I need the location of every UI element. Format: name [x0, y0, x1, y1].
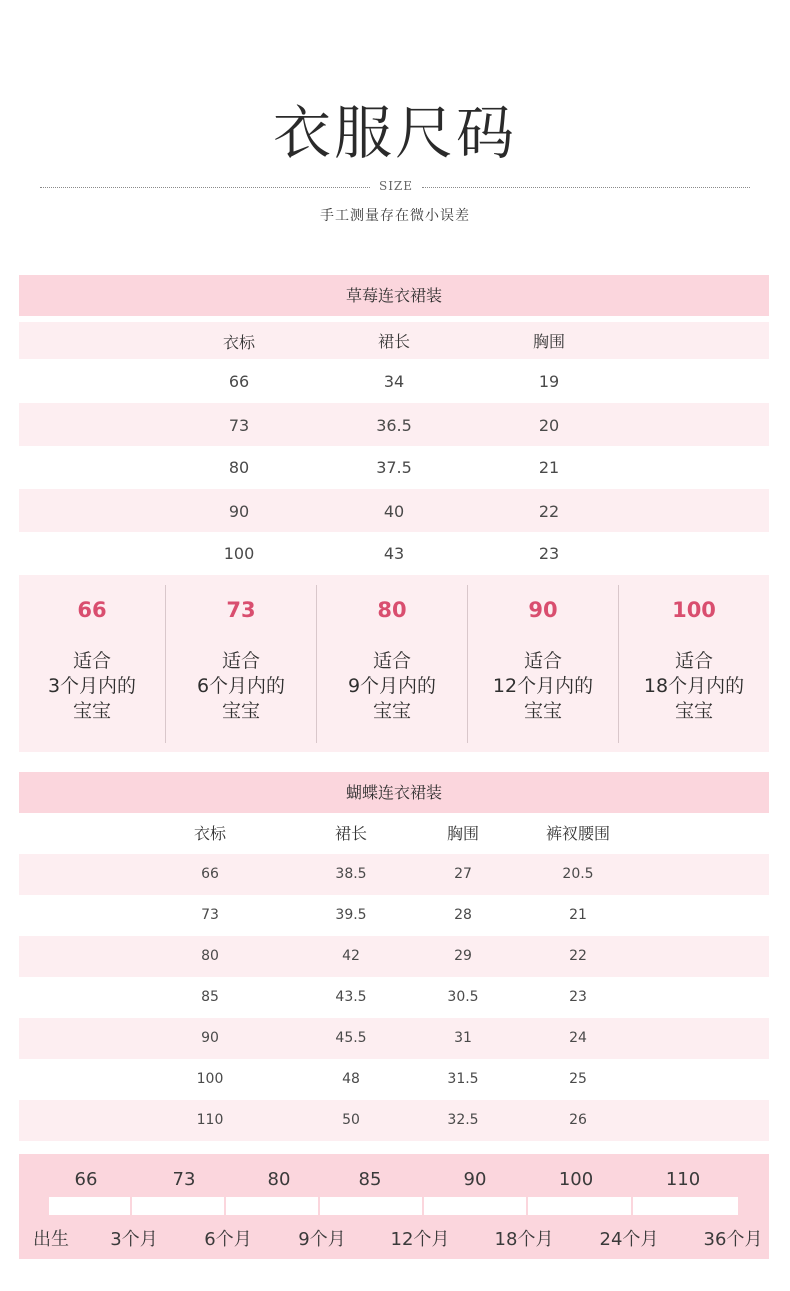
size-card-desc: [317, 649, 467, 724]
table-cell: 28: [454, 907, 472, 923]
size-card-line: 适合: [221, 650, 260, 672]
table2-title: 蝴蝶连衣裙装: [19, 772, 769, 813]
subtitle: 手工测量存在微小误差: [320, 208, 470, 224]
table1-header-cell: 裙长: [377, 332, 410, 351]
table-cell: 40: [383, 502, 405, 521]
table1-header-row: [19, 322, 769, 359]
table-cell: 80: [228, 458, 250, 477]
table-cell: 73: [201, 907, 219, 923]
divider-right: [422, 187, 750, 188]
age-size-timeline: [19, 1154, 769, 1259]
size-card-desc: [468, 649, 618, 724]
timeline-segment: [424, 1197, 526, 1215]
table-cell: 26: [569, 1112, 587, 1128]
table1-header-cell: 衣标: [222, 333, 255, 352]
table-cell: 20.5: [562, 866, 594, 882]
size-card-line: 适合: [674, 650, 713, 672]
table-cell: 45.5: [335, 1030, 367, 1046]
table2-header-cell: 裤衩腰围: [545, 824, 610, 843]
size-age-cards: [19, 575, 769, 752]
table-cell: 38.5: [335, 866, 367, 882]
table-cell: 23: [569, 989, 587, 1005]
timeline-size-label: 90: [463, 1169, 487, 1190]
table1-header-cell: 胸围: [532, 332, 565, 351]
table-cell: 24: [569, 1030, 587, 1046]
timeline-age-label: 9个月: [298, 1229, 346, 1250]
table-cell: 21: [569, 907, 587, 923]
table1-title: 草莓连衣裙装: [19, 275, 769, 316]
table-cell: 100: [196, 1071, 224, 1087]
size-card-value: 66: [77, 598, 107, 622]
size-card-line: 宝宝: [674, 700, 713, 722]
table-cell: 19: [538, 372, 560, 391]
timeline-age-label: 24个月: [599, 1229, 659, 1250]
table-cell: 39.5: [335, 907, 367, 923]
timeline-segment: [528, 1197, 631, 1215]
divider-left: [40, 187, 370, 188]
size-card-line: 18个月内的: [643, 675, 745, 697]
table-cell: 50: [342, 1112, 360, 1128]
size-card-line: 9个月内的: [347, 675, 437, 697]
table-row: [19, 362, 769, 402]
table2-header-cell: 衣标: [193, 824, 226, 843]
timeline-segment: [226, 1197, 318, 1215]
size-card: [468, 575, 618, 752]
table-cell: 36.5: [376, 416, 412, 435]
table-cell: 20: [538, 416, 560, 435]
timeline-segment: [132, 1197, 224, 1215]
timeline-age-label: 出生: [33, 1229, 69, 1250]
table-cell: 37.5: [376, 458, 412, 477]
table-cell: 31: [454, 1030, 472, 1046]
table-row: [19, 895, 769, 936]
table-row: [19, 1018, 769, 1059]
timeline-segment: [320, 1197, 422, 1215]
size-card: [317, 575, 467, 752]
table-cell: 34: [383, 372, 405, 391]
table-cell: 90: [228, 502, 250, 521]
table-cell: 30.5: [447, 989, 479, 1005]
timeline-segment: [49, 1197, 130, 1215]
table2-header-row: [19, 813, 769, 854]
timeline-age-label: 12个月: [390, 1229, 450, 1250]
table-cell: 43: [383, 544, 405, 563]
table-cell: 66: [228, 372, 250, 391]
table-cell: 66: [201, 866, 219, 882]
size-card-line: 12个月内的: [492, 675, 594, 697]
size-card-value: 73: [226, 598, 256, 622]
table-row: [19, 1100, 769, 1141]
size-card-line: 宝宝: [221, 700, 260, 722]
size-card-line: 3个月内的: [47, 675, 137, 697]
size-card-line: 宝宝: [372, 700, 411, 722]
table-cell: 31.5: [447, 1071, 479, 1087]
table-row: [19, 977, 769, 1018]
table-row: [19, 403, 769, 446]
size-card: [166, 575, 316, 752]
table-cell: 29: [454, 948, 472, 964]
size-card-value: 80: [377, 598, 407, 622]
table-cell: 23: [538, 544, 560, 563]
table2-header-cell: 胸围: [446, 824, 479, 843]
timeline-size-label: 100: [558, 1169, 594, 1190]
timeline-size-label: 80: [267, 1169, 291, 1190]
table-cell: 73: [228, 416, 250, 435]
size-card-value: 100: [672, 598, 716, 622]
size-card-desc: [619, 649, 769, 724]
table-row: [19, 448, 769, 488]
timeline-size-label: 73: [172, 1169, 196, 1190]
table-cell: 25: [569, 1071, 587, 1087]
timeline-size-label: 110: [665, 1169, 701, 1190]
size-card-desc: [19, 649, 165, 724]
size-card-line: 适合: [372, 650, 411, 672]
timeline-age-label: 18个月: [494, 1229, 554, 1250]
table-cell: 43.5: [335, 989, 367, 1005]
size-card-value: 90: [528, 598, 558, 622]
table-cell: 22: [538, 502, 560, 521]
timeline-age-label: 6个月: [204, 1229, 252, 1250]
table-cell: 21: [538, 458, 560, 477]
table-cell: 85: [201, 989, 219, 1005]
size-card: [619, 575, 769, 752]
table-cell: 22: [569, 948, 587, 964]
table-row: [19, 489, 769, 532]
table-cell: 100: [223, 544, 255, 563]
timeline-age-label: 3个月: [110, 1229, 158, 1250]
page-title: 衣服尺码: [272, 99, 517, 167]
size-card-line: 宝宝: [72, 700, 111, 722]
size-label: SIZE: [378, 179, 414, 193]
timeline-age-label: 36个月: [703, 1229, 763, 1250]
table2-header-cell: 裙长: [334, 824, 367, 843]
size-card-line: 适合: [523, 650, 562, 672]
table-cell: 42: [342, 948, 360, 964]
table-cell: 90: [201, 1030, 219, 1046]
table-cell: 110: [196, 1112, 224, 1128]
size-card: [19, 575, 165, 752]
size-card-desc: [166, 649, 316, 724]
timeline-segment: [633, 1197, 738, 1215]
table-cell: 48: [342, 1071, 360, 1087]
timeline-size-label: 66: [74, 1169, 98, 1190]
size-card-line: 6个月内的: [196, 675, 286, 697]
table-row: [19, 936, 769, 977]
table-row: [19, 854, 769, 895]
table-row: [19, 1059, 769, 1100]
size-card-line: 宝宝: [523, 700, 562, 722]
table-row: [19, 534, 769, 574]
size-card-line: 适合: [72, 650, 111, 672]
table-cell: 27: [454, 866, 472, 882]
table-cell: 32.5: [447, 1112, 479, 1128]
timeline-size-label: 85: [358, 1169, 382, 1190]
table-cell: 80: [201, 948, 219, 964]
